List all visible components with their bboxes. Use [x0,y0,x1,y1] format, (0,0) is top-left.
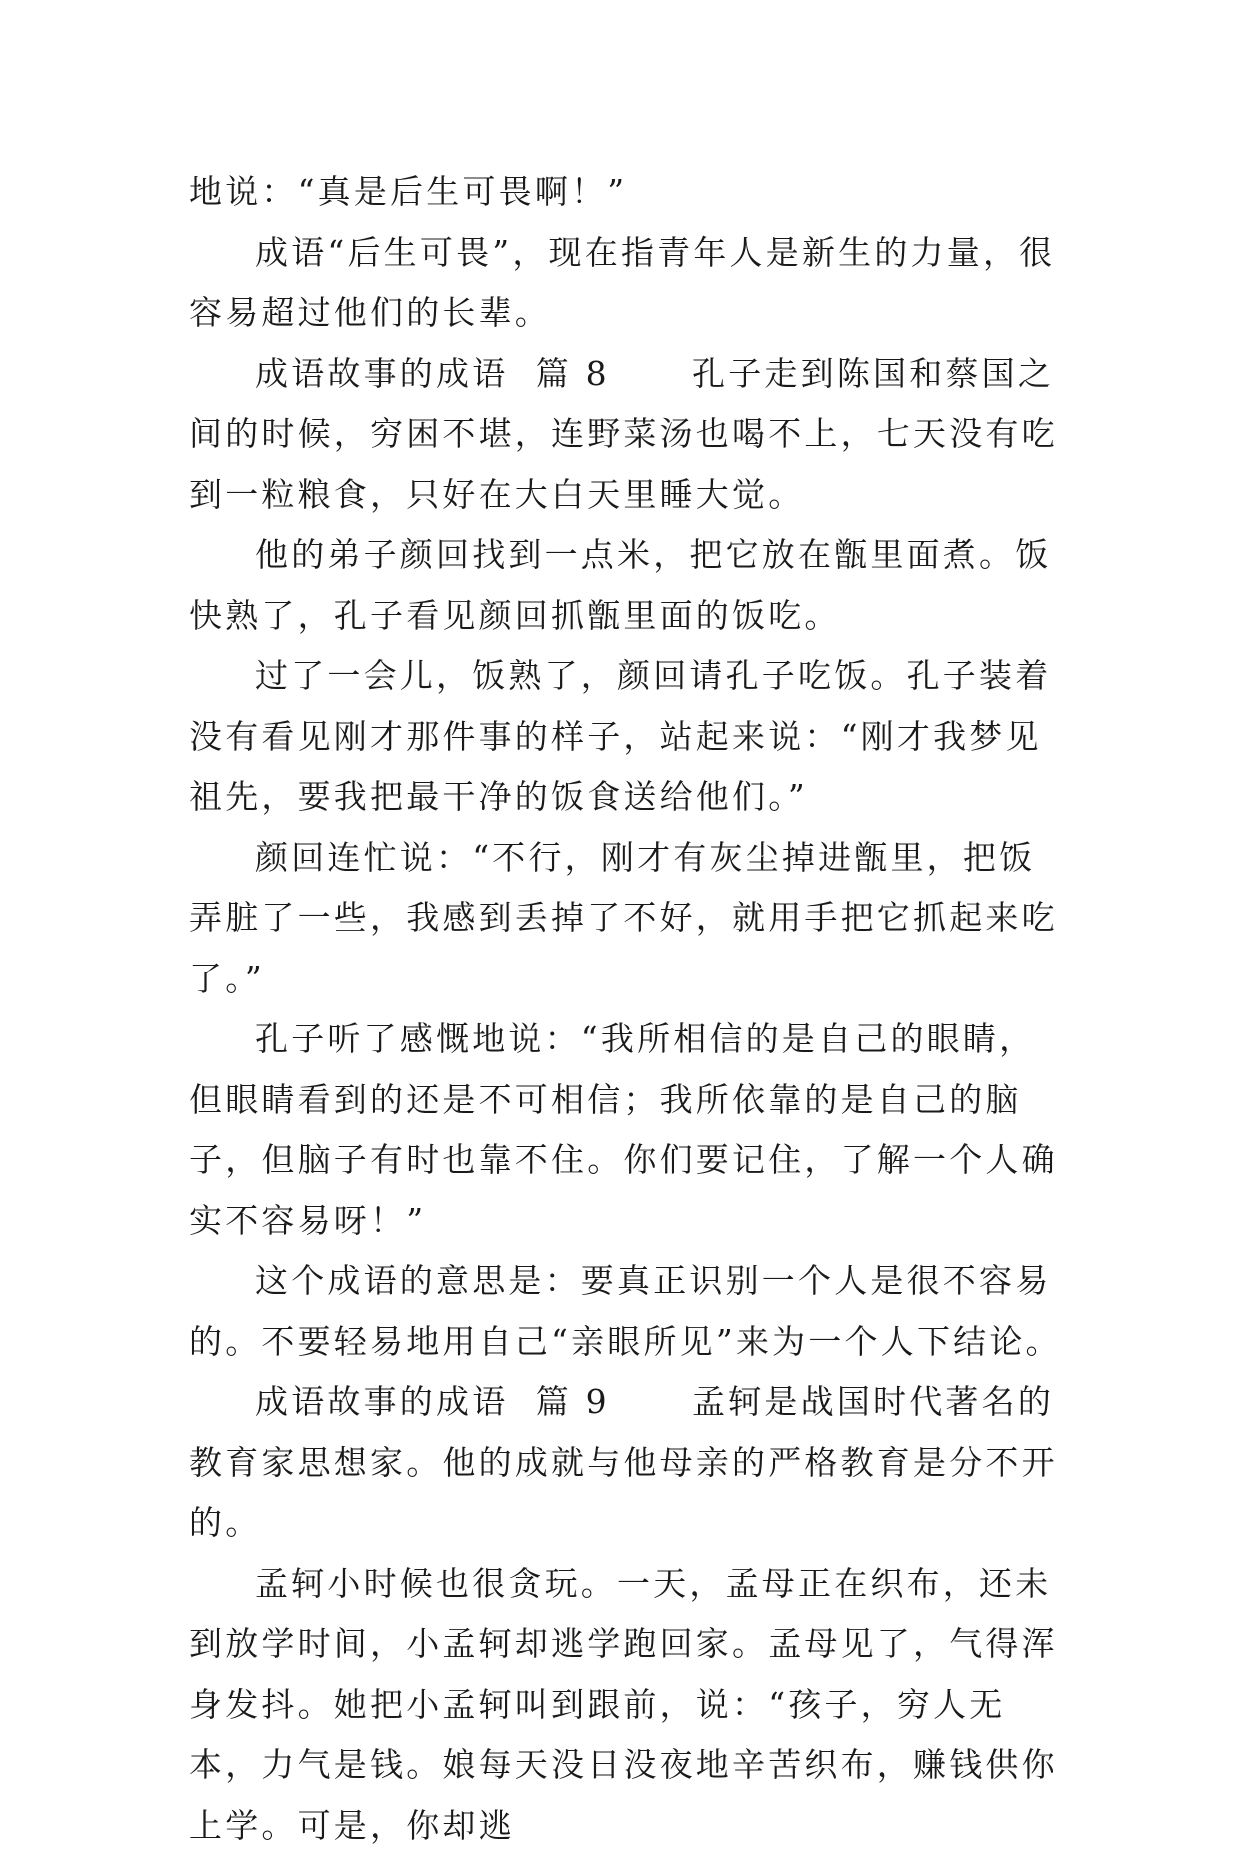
paragraph: 成语“后生可畏”，现在指青年人是新生的力量，很容易超过他们的长辈。 [189,223,1069,344]
document-body [189,162,1069,1856]
paragraph: 他的弟子颜回找到一点米，把它放在甑里面煮。饭快熟了，孔子看见颜回抓甑里面的饭吃。 [189,525,1069,646]
section-heading: 成语故事的成语 篇 9 [255,1382,610,1421]
heading-gap [610,354,692,393]
paragraph-text: 孔子走到陈国和蔡国之间的时候，穷困不堪，连野菜汤也喝不上，七天没有吃到一粒粮食，只好在大白天里睡大觉。 [189,354,1058,514]
section-heading: 成语故事的成语 篇 8 [255,354,610,393]
paragraph: 地说：“真是后生可畏啊！” [189,162,1069,223]
heading-gap [610,1382,692,1421]
paragraph: 颜回连忙说：“不行，刚才有灰尘掉进甑里，把饭弄脏了一些，我感到丢掉了不好，就用手把它抓起来吃了。” [189,828,1069,1010]
section-paragraph [189,344,1069,526]
paragraph: 孟轲小时候也很贪玩。一天，孟母正在织布，还未到放学时间，小孟轲却逃学跑回家。孟母见了，气得浑身发抖。她把小孟轲叫到跟前，说：“孩子，穷人无本，力气是钱。娘每天没日没夜地辛苦织布，赚钱供你上学。可是，你却逃 [189,1554,1069,1856]
paragraph: 这个成语的意思是：要真正识别一个人是很不容易的。不要轻易地用自己“亲眼所见”来为一个人下结论。 [189,1251,1069,1372]
paragraph: 孔子听了感慨地说：“我所相信的是自己的眼睛，但眼睛看到的还是不可相信；我所依靠的是自己的脑子，但脑子有时也靠不住。你们要记住，了解一个人确实不容易呀！” [189,1009,1069,1251]
paragraph-text: 孟轲是战国时代著名的教育家思想家。他的成就与他母亲的严格教育是分不开的。 [189,1382,1058,1542]
section-paragraph [189,1372,1069,1554]
paragraph: 过了一会儿，饭熟了，颜回请孔子吃饭。孔子装着没有看见刚才那件事的样子，站起来说：“刚才我梦见祖先，要我把最干净的饭食送给他们。” [189,646,1069,828]
